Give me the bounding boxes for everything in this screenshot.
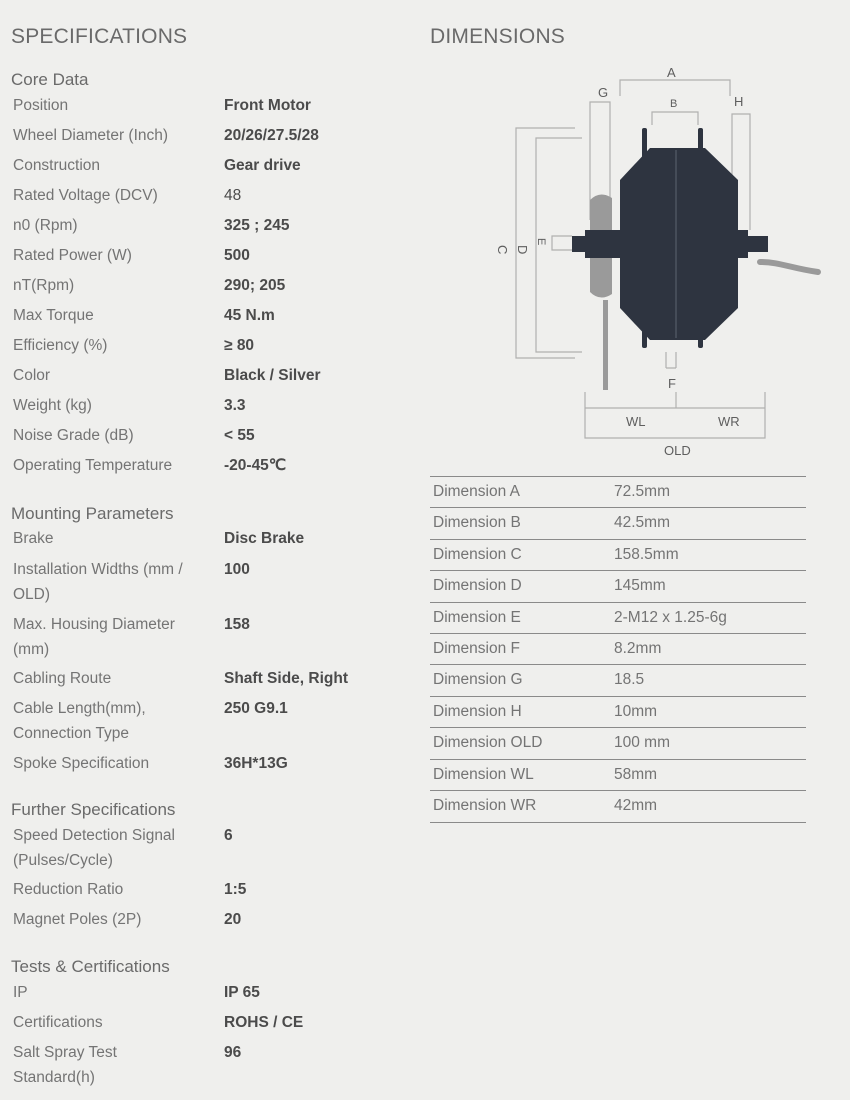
diagram-label-h: H: [734, 94, 744, 109]
spec-label: IP: [13, 984, 28, 1001]
table-row: [430, 727, 806, 758]
spec-label: n0 (Rpm): [13, 217, 78, 234]
spec-value: Black / Silver: [224, 367, 321, 384]
spec-label: Wheel Diameter (Inch): [13, 127, 169, 144]
section-title-mounting-parameters: Mounting Parameters: [11, 504, 174, 523]
table-row: [430, 507, 806, 538]
diagram-label-d: D: [515, 245, 530, 255]
diagram-label-c: C: [495, 245, 510, 255]
spec-value: 250 G9.1: [224, 700, 288, 717]
spec-label: Magnet Poles (2P): [13, 911, 142, 928]
spec-label: Reduction Ratio: [13, 881, 124, 898]
spec-value: 20: [224, 911, 242, 928]
dimension-label: Dimension WL: [433, 765, 534, 783]
dimension-value: 100 mm: [614, 734, 670, 752]
spec-label: Cable Length(mm), Connection Type: [13, 700, 146, 742]
dimension-value: 42mm: [614, 796, 658, 814]
section-title-further-specifications: Further Specifications: [11, 800, 176, 819]
spec-label: Installation Widths (mm / OLD): [13, 561, 183, 603]
dimension-value: 72.5mm: [614, 483, 670, 500]
spec-value: Front Motor: [224, 97, 311, 114]
hub-motor-dimension-diagram: [495, 60, 825, 465]
dimension-label: Dimension D: [433, 577, 522, 595]
spec-label: Noise Grade (dB): [13, 427, 134, 444]
spec-value: 158: [224, 616, 250, 633]
spec-label: Operating Temperature: [13, 457, 173, 474]
dimension-label: Dimension A: [433, 483, 521, 500]
spec-value: 96: [224, 1044, 242, 1061]
spec-value: Shaft Side, Right: [224, 670, 348, 687]
dimension-label: Dimension E: [433, 608, 521, 626]
spec-label: Efficiency (%): [13, 337, 108, 354]
spec-label: Speed Detection Signal (Pulses/Cycle): [13, 827, 176, 869]
spec-value: 325 ; 245: [224, 217, 290, 234]
table-row: [430, 539, 806, 570]
spec-value: Disc Brake: [224, 530, 305, 547]
dimension-label: Dimension H: [433, 702, 522, 720]
diagram-label-b: B: [670, 98, 678, 110]
spec-label: nT(Rpm): [13, 277, 75, 294]
dimension-label: Dimension F: [433, 639, 520, 657]
spec-value: 1:5: [224, 881, 247, 898]
spec-value: IP 65: [224, 984, 260, 1001]
spec-label: Salt Spray Test Standard(h): [13, 1044, 117, 1086]
spec-label: Rated Power (W): [13, 247, 132, 264]
spec-label: Cabling Route: [13, 670, 112, 687]
spec-label: Max. Housing Diameter (mm): [13, 616, 175, 658]
table-row: [430, 570, 806, 601]
section-title-core-data: Core Data: [11, 70, 89, 89]
dimension-value: 145mm: [614, 577, 666, 595]
table-row: [430, 696, 806, 727]
spec-value: ROHS / CE: [224, 1014, 304, 1031]
dimension-value: 2-M12 x 1.25-6g: [614, 608, 727, 626]
diagram-label-old: OLD: [664, 443, 691, 458]
dimension-value: 42.5mm: [614, 514, 670, 532]
table-row: [430, 759, 806, 790]
spec-label: Brake: [13, 530, 54, 547]
dimension-value: 18.5: [614, 671, 645, 689]
table-row: [430, 790, 806, 823]
dimension-label: Dimension G: [433, 671, 523, 689]
diagram-label-wl: WL: [626, 414, 646, 429]
diagram-label-g: G: [598, 85, 609, 100]
spec-value: 20/26/27.5/28: [224, 127, 319, 144]
dimensions-table: [430, 476, 806, 823]
spec-value: 3.3: [224, 397, 246, 414]
dimension-label: Dimension B: [433, 514, 521, 532]
section-title-tests-certifications: Tests & Certifications: [11, 957, 170, 976]
spec-label: Spoke Specification: [13, 755, 150, 772]
spec-label: Construction: [13, 157, 101, 174]
dimension-label: Dimension WR: [433, 796, 537, 814]
dimension-label: Dimension C: [433, 545, 522, 563]
spec-value: 45 N.m: [224, 307, 275, 324]
spec-label: Weight (kg): [13, 397, 92, 414]
spec-label: Rated Voltage (DCV): [13, 187, 158, 204]
dimension-value: 158.5mm: [614, 545, 679, 563]
spec-value: Gear drive: [224, 157, 301, 174]
spec-value: < 55: [224, 427, 255, 444]
spec-value: 290; 205: [224, 277, 286, 294]
table-row: [430, 664, 806, 695]
disc-rotor: [590, 194, 612, 390]
spec-label: Color: [13, 367, 51, 384]
table-row: [430, 633, 806, 664]
spec-value: 48: [224, 187, 242, 204]
diagram-label-f: F: [668, 376, 676, 391]
diagram-label-e: E: [535, 238, 547, 246]
motor-housing: [620, 148, 738, 340]
spec-value: 6: [224, 827, 233, 844]
spec-label: Position: [13, 97, 69, 114]
spec-value: 100: [224, 561, 250, 578]
spec-label: Max Torque: [13, 307, 94, 324]
table-row: [430, 602, 806, 633]
table-row: [430, 476, 806, 507]
dimension-value: 10mm: [614, 702, 658, 720]
dimensions-title: DIMENSIONS: [430, 25, 566, 48]
dimension-value: 58mm: [614, 765, 658, 783]
spec-value: -20-45℃: [224, 457, 287, 474]
spec-value: 500: [224, 247, 250, 264]
diagram-label-a: A: [667, 65, 676, 80]
dimension-label: Dimension OLD: [433, 734, 543, 752]
spec-value: ≥ 80: [224, 337, 255, 354]
spec-value: 36H*13G: [224, 755, 288, 772]
diagram-label-wr: WR: [718, 414, 740, 429]
dimension-value: 8.2mm: [614, 639, 662, 657]
spec-label: Certifications: [13, 1014, 103, 1031]
specifications-title: SPECIFICATIONS: [11, 25, 188, 48]
